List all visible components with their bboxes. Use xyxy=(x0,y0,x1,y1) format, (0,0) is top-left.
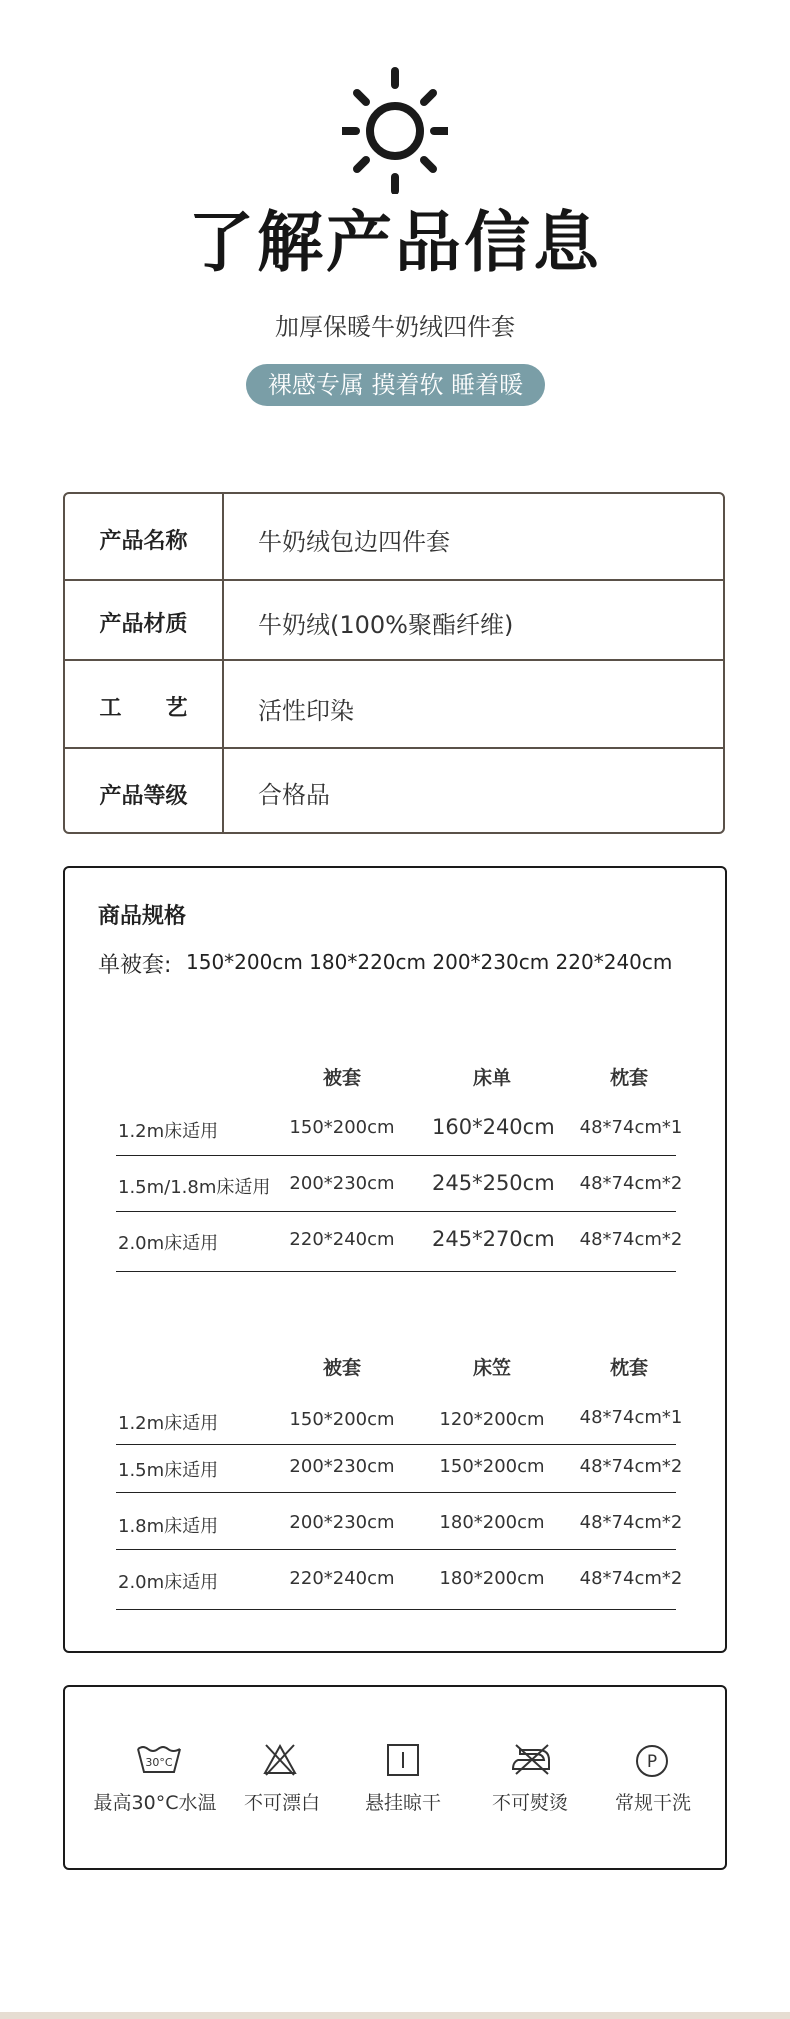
sun-icon xyxy=(342,64,448,194)
wash-30-icon xyxy=(135,1743,183,1775)
info-value: 牛奶绒包边四件套 xyxy=(258,528,450,556)
t2-row3-bed: 1.8m床适用 xyxy=(118,1516,219,1537)
tagline-pill: 裸感专属 摸着软 睡着暖 xyxy=(246,364,545,406)
info-value: 活性印染 xyxy=(258,697,354,725)
info-value: 牛奶绒(100%聚酯纤维) xyxy=(258,611,514,639)
table-row-divider xyxy=(116,1271,676,1272)
t2-header-fitted-sheet: 床笠 xyxy=(472,1357,511,1379)
single-duvet-label: 单被套: xyxy=(98,953,172,978)
no-bleach-icon xyxy=(262,1742,298,1776)
info-row-craft xyxy=(65,659,723,749)
bottom-strip xyxy=(0,2012,790,2019)
t2-row1-bed: 1.2m床适用 xyxy=(118,1413,219,1434)
table-row-divider xyxy=(116,1492,676,1493)
table-row-divider xyxy=(116,1211,676,1212)
t1-row1-duvet: 150*200cm xyxy=(289,1117,395,1138)
t1-header-pillowcase: 枕套 xyxy=(609,1067,648,1089)
table-row-divider xyxy=(116,1444,676,1445)
info-row-grade xyxy=(65,747,723,834)
table-row-divider xyxy=(116,1609,676,1610)
info-label: 产品材质 xyxy=(99,612,188,637)
t2-row3-fitted: 180*200cm xyxy=(439,1512,545,1533)
single-duvet-sizes: 150*200cm 180*220cm 200*230cm 220*240cm xyxy=(186,950,673,974)
t2-row2-fitted: 150*200cm xyxy=(439,1456,545,1477)
info-label: 工 艺 xyxy=(99,696,188,721)
t2-row4-duvet: 220*240cm xyxy=(289,1568,395,1589)
t1-header-sheet: 床单 xyxy=(472,1067,511,1089)
page-subtitle: 加厚保暖牛奶绒四件套 xyxy=(275,313,515,341)
t2-row2-duvet: 200*230cm xyxy=(289,1456,395,1477)
t2-row1-pillow: 48*74cm*1 xyxy=(579,1407,683,1428)
t2-row1-fitted: 120*200cm xyxy=(439,1409,545,1430)
page-title: 了解产品信息 xyxy=(188,204,602,281)
t1-row1-pillow: 48*74cm*1 xyxy=(579,1117,683,1138)
care-label-bleach: 不可漂白 xyxy=(243,1792,320,1814)
t1-row3-sheet: 245*270cm xyxy=(432,1227,555,1251)
t2-header-pillowcase: 枕套 xyxy=(609,1357,648,1379)
info-label: 产品等级 xyxy=(99,784,188,809)
t1-row2-bed: 1.5m/1.8m床适用 xyxy=(118,1177,271,1198)
wash-temp-text: 30°C xyxy=(145,1756,173,1769)
t2-row2-pillow: 48*74cm*2 xyxy=(579,1456,683,1477)
t1-row2-pillow: 48*74cm*2 xyxy=(579,1173,683,1194)
t2-row3-duvet: 200*230cm xyxy=(289,1512,395,1533)
table-row-divider xyxy=(116,1155,676,1156)
dry-clean-icon xyxy=(633,1742,671,1780)
dry-clean-text: P xyxy=(646,1752,658,1772)
table-row-divider xyxy=(116,1549,676,1550)
care-label-wash: 最高30°C水温 xyxy=(93,1792,217,1814)
care-label-hang-dry: 悬挂晾干 xyxy=(364,1792,441,1814)
t1-row1-sheet: 160*240cm xyxy=(432,1115,555,1139)
t2-row4-pillow: 48*74cm*2 xyxy=(579,1568,683,1589)
t1-row3-bed: 2.0m床适用 xyxy=(118,1233,219,1254)
t2-row4-bed: 2.0m床适用 xyxy=(118,1572,219,1593)
t2-row3-pillow: 48*74cm*2 xyxy=(579,1512,683,1533)
t1-row2-sheet: 245*250cm xyxy=(432,1171,555,1195)
t2-row4-fitted: 180*200cm xyxy=(439,1568,545,1589)
info-row-material xyxy=(65,579,723,661)
hang-dry-icon xyxy=(385,1742,421,1778)
care-label-dry-clean: 常规干洗 xyxy=(614,1792,691,1814)
t1-row1-bed: 1.2m床适用 xyxy=(118,1121,219,1142)
no-iron-icon xyxy=(510,1742,552,1776)
care-label-iron: 不可熨烫 xyxy=(491,1792,568,1814)
spec-heading: 商品规格 xyxy=(98,904,187,929)
t2-row2-bed: 1.5m床适用 xyxy=(118,1460,219,1481)
t1-row2-duvet: 200*230cm xyxy=(289,1173,395,1194)
info-label: 产品名称 xyxy=(99,529,188,554)
t2-row1-duvet: 150*200cm xyxy=(289,1409,395,1430)
info-value: 合格品 xyxy=(258,781,330,809)
info-row-name xyxy=(65,494,723,579)
t1-row3-pillow: 48*74cm*2 xyxy=(579,1229,683,1250)
product-info-table xyxy=(63,492,725,834)
t1-header-duvet: 被套 xyxy=(322,1067,361,1089)
t1-row3-duvet: 220*240cm xyxy=(289,1229,395,1250)
t2-header-duvet: 被套 xyxy=(322,1357,361,1379)
